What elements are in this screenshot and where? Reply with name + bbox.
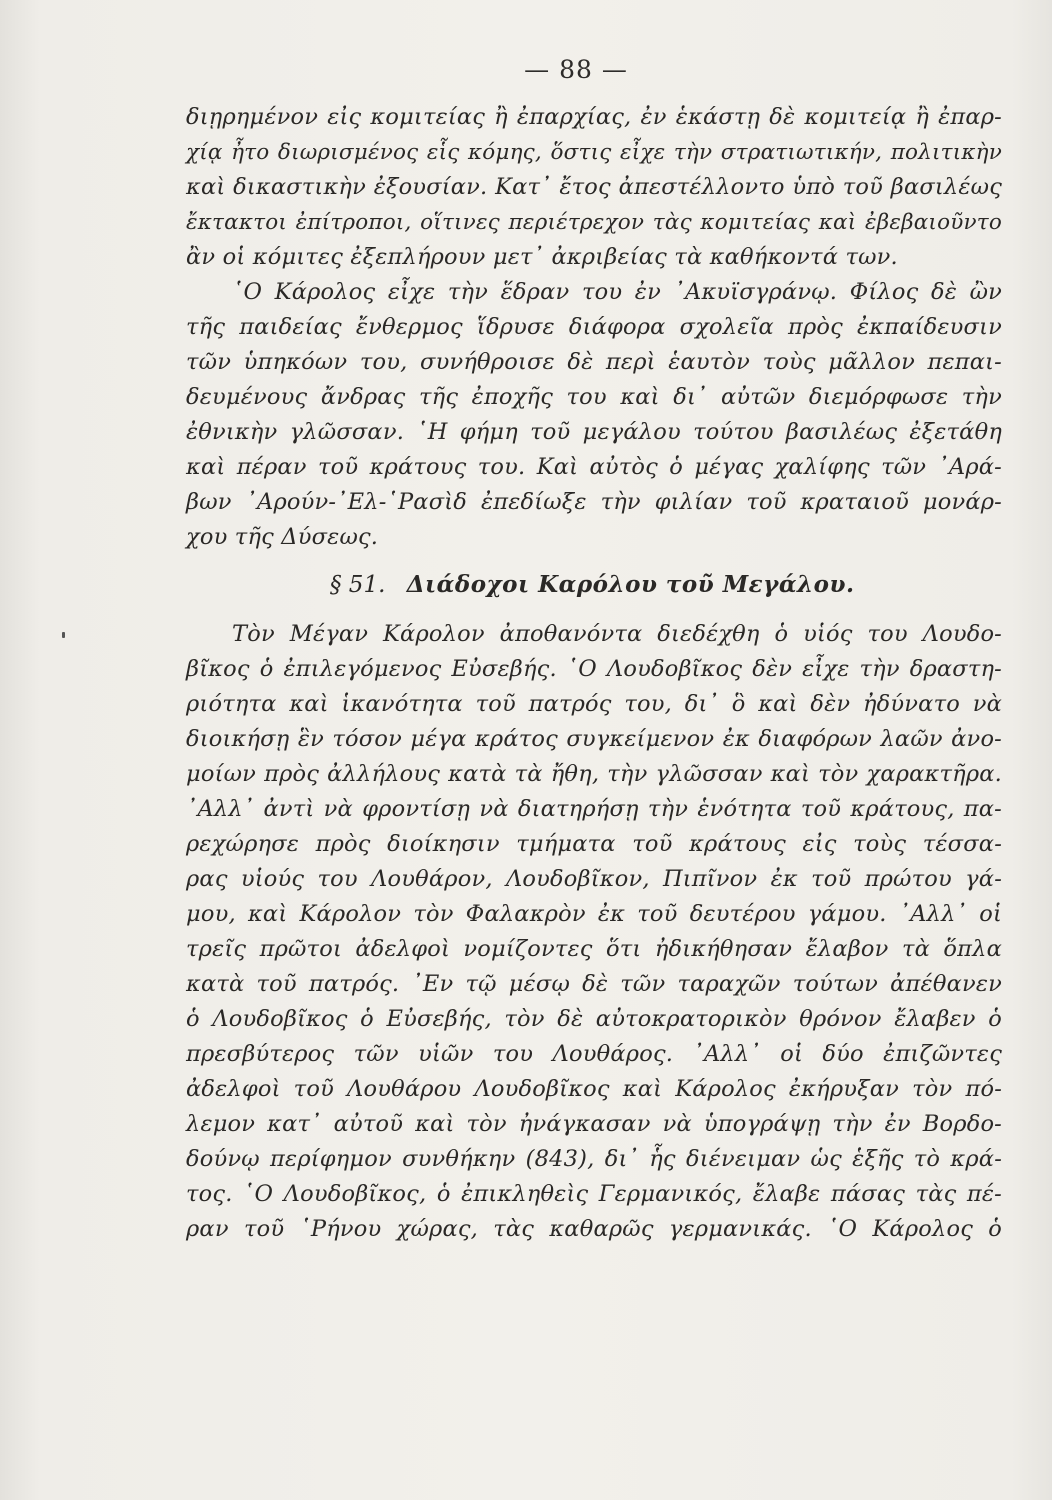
text-line: μοίων πρὸς ἀλλήλους κατὰ τὰ ἤθη, τὴν γλῶσσαν καὶ τὸν χαρακτῆρα. — [186, 761, 1002, 787]
paragraph-3 — [186, 617, 1002, 1247]
text-line: ᾽Αλλ᾽ ἀντὶ νὰ φροντίσῃ νὰ διατηρήσῃ τὴν ἑνότητα τοῦ κράτους, πα- — [186, 796, 1002, 822]
text-line: καὶ πέραν τοῦ κράτους του. Καὶ αὐτὸς ὁ μέγας χαλίφης τῶν ᾽Αρά- — [186, 454, 1002, 480]
text-line: χίᾳ ἦτο διωρισμένος εἷς κόμης, ὅστις εἶχε τὴν στρατιωτικήν, πολιτικὴν — [186, 140, 1002, 165]
text-line: ρεχώρησε πρὸς διοίκησιν τμήματα τοῦ κράτους εἰς τοὺς τέσσα- — [186, 831, 1002, 857]
text-line: λεμον κατ᾽ αὐτοῦ καὶ τὸν ἠνάγκασαν νὰ ὑπογράψῃ τὴν ἐν Βορδο- — [186, 1111, 1002, 1137]
page-number: — 88 — — [524, 55, 628, 84]
text-line: ρας υἱούς του Λουθάρον, Λουδοβῖκον, Πιπῖνον ἐκ τοῦ πρώτου γά- — [186, 866, 1002, 892]
text-line: τος. ῾Ο Λουδοβῖκος, ὁ ἐπικληθεὶς Γερμανικός, ἔλαβε πάσας τὰς πέ- — [186, 1181, 1002, 1207]
text-line: μου, καὶ Κάρολον τὸν Φαλακρὸν ἐκ τοῦ δευτέρου γάμου. ᾽Αλλ᾽ οἱ — [186, 901, 1002, 927]
text-line: πρεσβύτερος τῶν υἱῶν του Λουθάρος. ᾽Αλλ᾽ οἱ δύο ἐπιζῶντες — [186, 1041, 1002, 1067]
text-line: ὁ Λουδοβῖκος ὁ Εὐσεβής, τὸν δὲ αὐτοκρατορικὸν θρόνον ἔλαβεν ὁ — [186, 1006, 1002, 1032]
text-line: τρεῖς πρῶτοι ἀδελφοὶ νομίζοντες ὅτι ἠδικήθησαν ἔλαβον τὰ ὅπλα — [186, 936, 1002, 962]
text-line: δευμένους ἄνδρας τῆς ἐποχῆς του καὶ δι᾽ αὐτῶν διεμόρφωσε τὴν — [186, 384, 1002, 410]
text-line: χου τῆς Δύσεως. — [186, 524, 379, 550]
section-heading — [186, 555, 1002, 611]
text-line: ἔκτακτοι ἐπίτροποι, οἵτινες περιέτρεχον τὰς κομιτείας καὶ ἐβεβαιοῦντο — [186, 210, 1002, 235]
section-number: § 51. — [330, 572, 386, 598]
text-line: δούνῳ περίφημον συνθήκην (843), δι᾽ ἧς διένειμαν ὡς ἑξῆς τὸ κρά- — [186, 1146, 1002, 1172]
text-line: ραν τοῦ ῾Ρήνου χώρας, τὰς καθαρῶς γερμανικάς. ῾Ο Κάρολος ὁ — [186, 1216, 1002, 1242]
text-line: καὶ δικαστικὴν ἐξουσίαν. Κατ᾽ ἔτος ἀπεστέλλοντο ὑπὸ τοῦ βασιλέως — [186, 174, 1002, 200]
text-line: διῃρημένον εἰς κομιτείας ἢ ἐπαρχίας, ἐν ἑκάστῃ δὲ κομιτείᾳ ἢ ἐπαρ- — [186, 104, 1002, 130]
text-line: διοικήσῃ ἓν τόσον μέγα κράτος συγκείμενον ἐκ διαφόρων λαῶν ἀνο- — [186, 726, 1002, 752]
text-line: ἂν οἱ κόμιτες ἐξεπλήρουν μετ᾽ ἀκριβείας τὰ καθήκοντά των. — [186, 244, 898, 270]
text-line: τῆς παιδείας ἔνθερμος ἵδρυσε διάφορα σχολεῖα πρὸς ἐκπαίδευσιν — [186, 314, 1002, 340]
section-title: Διάδοχοι Καρόλου τοῦ Μεγάλου. — [406, 571, 855, 598]
margin-mark — [62, 632, 65, 638]
body-text — [186, 100, 1002, 1247]
text-line: ἀδελφοὶ τοῦ Λουθάρου Λουδοβῖκος καὶ Κάρολος ἐκήρυξαν τὸν πό- — [186, 1076, 1002, 1102]
text-line: βῖκος ὁ ἐπιλεγόμενος Εὐσεβής. ῾Ο Λουδοβῖκος δὲν εἶχε τὴν δραστη- — [186, 656, 1002, 682]
text-line: ριότητα καὶ ἱκανότητα τοῦ πατρός του, δι᾽ ὃ καὶ δὲν ἠδύνατο νὰ — [186, 691, 1002, 717]
text-line: ῾Ο Κάρολος εἶχε τὴν ἕδραν του ἐν ᾽Ακυϊσγράνῳ. Φίλος δὲ ὢν — [232, 279, 1002, 305]
text-line: τῶν ὑπηκόων του, συνήθροισε δὲ περὶ ἑαυτὸν τοὺς μᾶλλον πεπαι- — [186, 349, 1002, 375]
paragraph-1 — [186, 100, 1002, 275]
text-line: βων ᾽Αρούν-᾽Ελ-῾Ρασὶδ ἐπεδίωξε τὴν φιλίαν τοῦ κραταιοῦ μονάρ- — [186, 489, 1002, 515]
paragraph-2 — [186, 275, 1002, 555]
text-line: Τὸν Μέγαν Κάρολον ἀποθανόντα διεδέχθη ὁ υἱός του Λουδο- — [232, 621, 1002, 647]
text-line: κατὰ τοῦ πατρός. ᾽Εν τῷ μέσῳ δὲ τῶν ταραχῶν τούτων ἀπέθανεν — [186, 971, 1002, 997]
text-line: ἐθνικὴν γλῶσσαν. ῾Η φήμη τοῦ μεγάλου τούτου βασιλέως ἐξετάθη — [186, 419, 1002, 445]
